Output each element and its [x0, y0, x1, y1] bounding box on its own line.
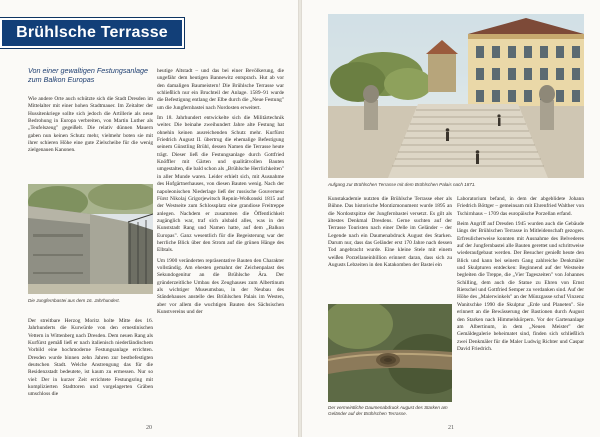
paragraph: Kunstakademie nutzten die Brühlsche Terrasse eher als Bühne. Das historische Montizmonument wurde 1895 an die Nordostspitze der Jungfernbastei versetzt. Es gilt als ältestes Denkmal Dresdens. Gerne suchten auf der Terrasse Touristen nach einer Delle im Geländer – der Legende nach ein Daumenabdruck August des Starken. Darum nur, dass das Geländer erst 170 Jahre nach dessen Tod angebracht wurde. Eine kleine Stele mit einem weißen Porzellaneinbillion erinnert daran, dass sich zu Augusts Lebzeiten in den Katakomben der Bastei ein — [328, 196, 452, 269]
jungfernbastei-caption: Die Jungfernbastei aus dem 16. Jahrhundert. — [28, 298, 120, 303]
paragraph: Der streitbare Herzog Moritz holte Mitte des 16. Jahrhunderts die Kurwürde von den ernestinischen Vettern in Wittenberg nach Dresden. Dem neuen Rang als Kurfürst gemäß ließ er nach italienisch niederländischem Vorbild eine hochmoderne Festungsanlage errichten. Dresden wurde binnen zehn Jahren zur bestbefestigten deutschen Stadt. Welche Anstrengung das für die Residenzstadt bedeutete, ist kaum zu ermessen. Nur so viel: Der in kurzer Zeit errichtete Festungsring mit komplizierten Stadttoren und vorgelagerten Gräben umschloss die — [28, 318, 153, 398]
right-column-1 — [328, 196, 452, 272]
thumbprint-caption: Der vermeintliche Daumenabdruck August des Starken am Geländer auf der Brühlschen Terrasse. — [328, 405, 448, 416]
thumbprint-photo — [328, 304, 452, 402]
left-column-1-top — [28, 96, 153, 158]
page-number-left: 20 — [146, 425, 152, 431]
paragraph: Im 18. Jahrhundert entwickelte sich die Militärtechnik weiter. Die beinahe zweihundert Jahre alte Festung hat ohnehin keinen ausreichenden Schutz mehr. Kurfürst Friedrich August II. übertrug die ehemalige Befestigung seinem Günstling Brühl, dessen Namen die Terrasse heute trägt. Dieser ließ die Festungsanlage durch Gottfried Knöffler mit Gärten und qualitätvollen Bauten umgestalten, die bald schon als „Brühlsche Herrlichkeiten" in aller Munde waren. Leider erhielt sich, mit Ausnahme des Hofgärtnerhauses, von diesen Bauten wenig. Nach der napoleonischen Niederlage ließ der russische Gouverneur Fürst Nikolaj Grigorjewitsch Repnin-Wolkonski 1815 auf der Westseite zum Schlossplatz eine grandiose Freitreppe anlegen. Nachdem er zusammen die Öffentlichkeit zugänglich war, traf sich alsbald alles, was in der Kunststadt Rang und Namen hatte, auf dem „Balkon Europas". Ganz wesentlich für die Begeisterung war der herrliche Blick über den Strom auf die grünen Hänge des Elbtals. — [157, 115, 284, 254]
chapter-title-banner — [0, 18, 184, 48]
right-page — [302, 0, 600, 437]
left-page — [0, 0, 298, 437]
paragraph: Wie andere Orte auch schützte sich die Stadt Dresden im Mittelalter mit einer hohen Stadtmauer. Im Zeitalter der Hussitenkriege sollte sich jedoch die Artillerie als neue Bedrohung in Europa verbreiten, von Martin Luther als „Teufelszeug" gegeißelt. Die relativ dünnen Mauern gaben nun keinen Schutz mehr, vielmehr boten sie mit ihrer schieren Höhe eine gute Zielscheibe für die wenig zielgenauen Kanonen. — [28, 96, 153, 154]
jungfernbastei-photo — [28, 184, 153, 294]
left-column-1-bottom — [28, 318, 153, 402]
right-column-2 — [457, 196, 584, 356]
chapter-subtitle: Von einer gewaltigen Festungsanlage zum Balkon Europas — [28, 66, 149, 84]
paragraph: Beim Angriff auf Dresden 1945 wurden auch die Gebäude längs der Brühlschen Terrasse in Mitleidenschaft gezogen. Erfreulicherweise konnten mit Ausnahme des Belvederes auf der Jungfernbastei alle Bauten gerettet und schrittweise wiederaufgebaut werden. Der Besucher genießt heute den Blick und kann bei seinem Gang zahlreiche Denkmäler und Skulpturen entdecken: Beginnend auf der Westseite begleiten die Treppe, die „Vier Tageszeiten" von Johannes Schilling, dem auch die Statue zu Ehren von Ernst Rietschel und Gottfried Semper zu verdanken sind. Auf der Höhe des „Malerwinkels" an der Münzgasse schuf Vinzenz Wanitschke 1990 die Skulptur „Erde und Planeten". Sie erinnert an die Bewässerung der Bastionen durch August den Starken nach Himmelskörpern. Vor der Gartenanlage am Albertinum, in dem „Neuen Meister" der Gemäldegalerie beheimatet sind, finden sich schließlich zwei Denkmäler für die Maler Ludwig Richter und Caspar David Friedrich. — [457, 221, 584, 352]
paragraph: heutige Altstadt – und das bei einer Bevölkerung, die ungefähr dem heutigen Bannewitz entsprach. Hut ab vor den damaligen Baumeistern! Die Brühlsche Terrasse war schließlich nur ein Bruchteil der Anlage. 1589–91 wurde die Befestigung entlang der Elbe durch die „Neue Festung" um die Jungfernbastei nach Nordosten erweitert. — [157, 68, 284, 111]
terrace-painting — [328, 14, 584, 178]
paragraph: Laboratorium befand, in dem der abgeblidete Johann Friedrich Böttger – gemeinsam mit Ehrenfried Walther von Tschirnhaus – 1709 das europäische Porzellan erfand. — [457, 196, 584, 217]
terrace-painting-caption: Aufgang zur Brühlschen Terrasse mit dem Brühlschen Palais nach 1871. — [328, 182, 476, 187]
page-number-right: 21 — [448, 425, 454, 431]
left-column-2 — [157, 68, 284, 319]
paragraph: Um 1900 veränderten repräsentative Bauten den Charakter vollständig. Am ehesten gemahnt der Zeichenpalast des Sekundogenitur an die Brühlsche Ära. Der gründerzeitliche Umbau des Zeughauses zum Albertinum als wichtiger Museumsbau, in der Neubau des Ständehauses anstelle des Brühlschen Palais im Westen, aber vor allem die wuchtigen Bauten des Sächsischen Kunstvereins und der — [157, 257, 284, 315]
chapter-title: Brühlsche Terrasse — [16, 24, 168, 41]
